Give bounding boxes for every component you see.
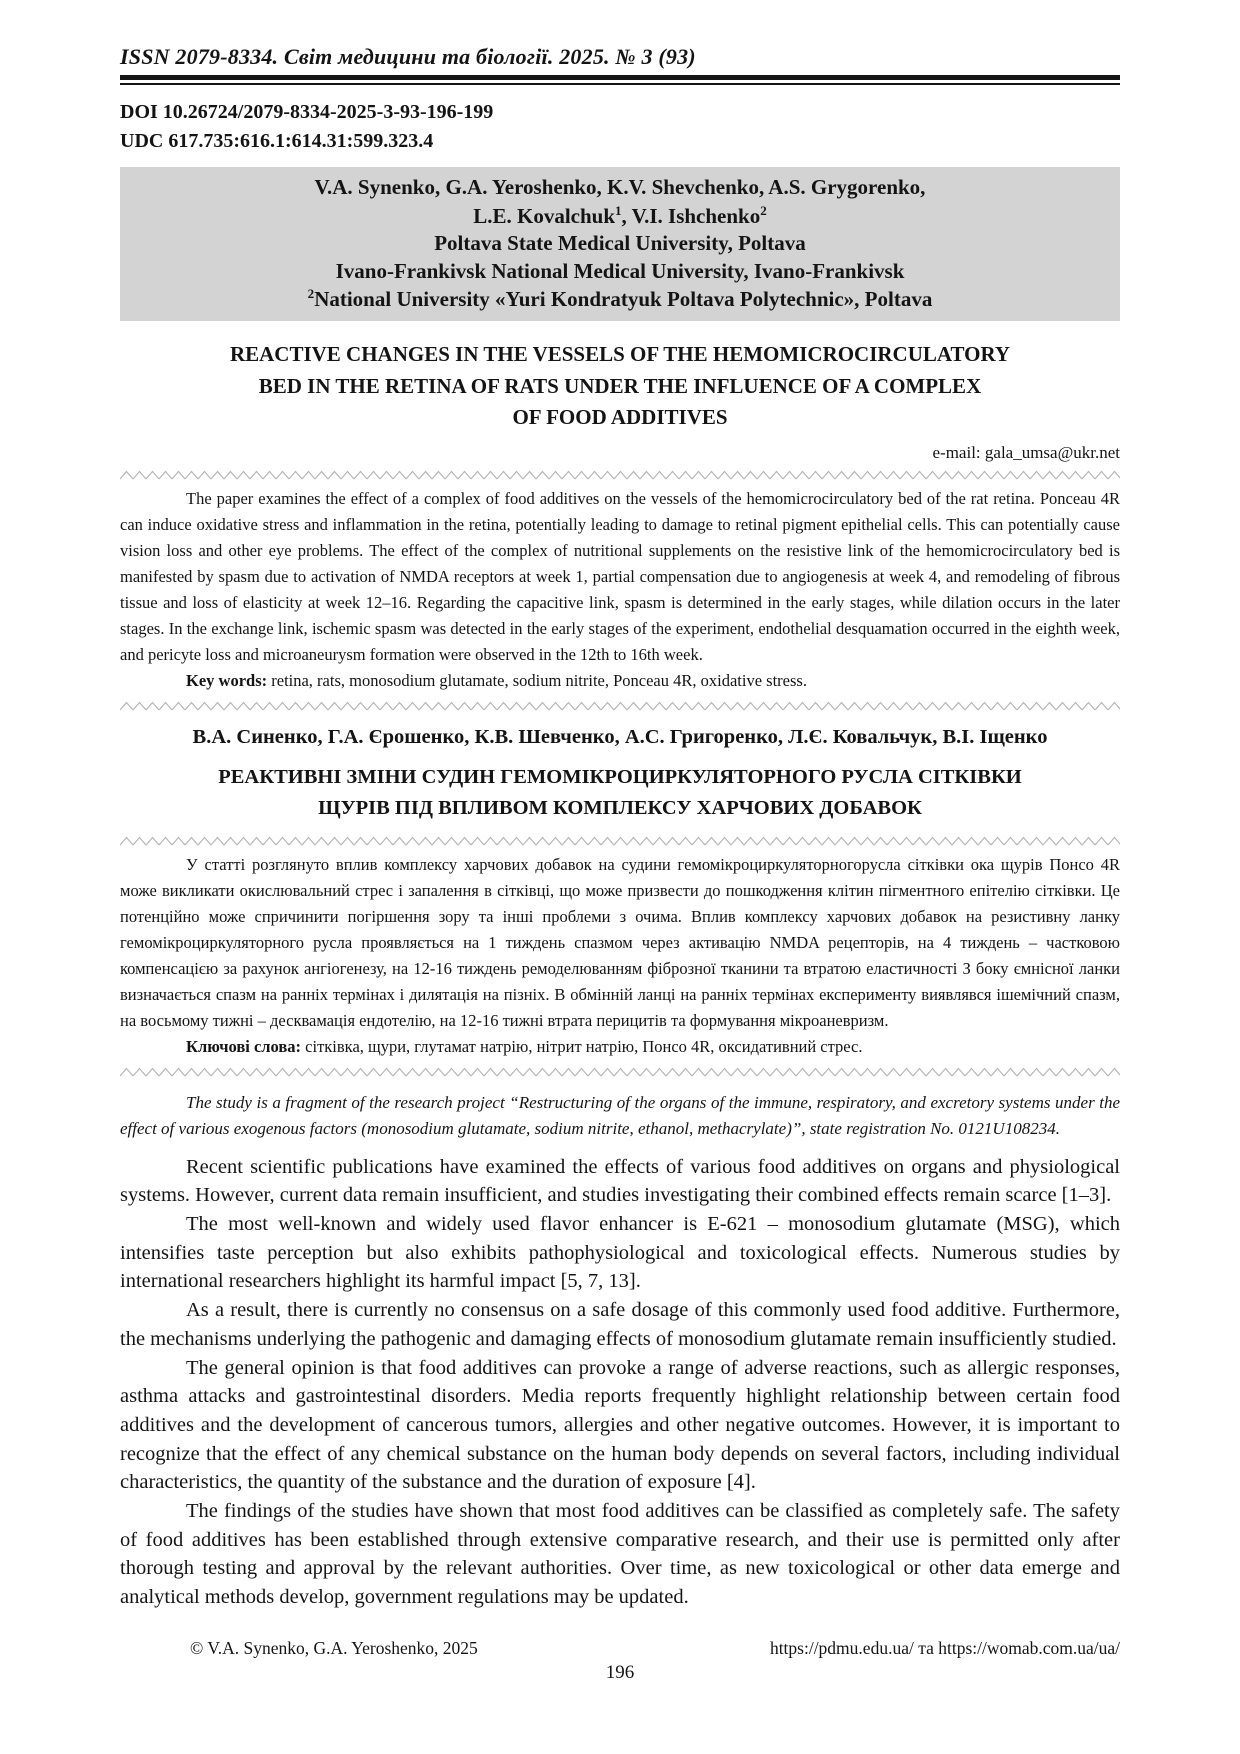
footer-link-pdmu[interactable]: https://pdmu.edu.ua/ [769, 1638, 914, 1658]
abstract-en-text: The paper examines the effect of a complex of food additives on the vessels of the hemomicrocirculatory bed of the rat retina. Ponceau 4R can induce oxidative stress and inflammation in the retina, potentially leading to damage to retinal pigment epithelial cells. This can potentially cause vision loss and other eye problems. The effect of the complex of nutritional supplements on the resistive link of the hemomicrocirculatory bed is manifested by spasm due to activation of NMDA receptors at week 1, partial compensation due to angiogenesis at week 4, and remodeling of fibrous tissue and loss of elasticity at week 12–16. Regarding the capacitive link, spasm is determined in the early stages, while dilation occurs in the later stages. In the exchange link, ischemic spasm was detected in the early stages of the experiment, endothelial desquamation occurred in the eighth week, and pericyte loss and microaneurysm formation were observed in the 12th to 16th week. [120, 488, 1120, 664]
article-title-en-line: REACTIVE CHANGES IN THE VESSELS OF THE HEMOMICROCIRCULATORY [229, 342, 1011, 367]
abstract-ua [120, 852, 1120, 1061]
footer-copyright: © V.A. Synenko, G.A. Yeroshenko, 2025 [190, 1638, 478, 1658]
affiliation-line-1: Poltava State Medical University, Poltava [434, 231, 806, 256]
article-title-ua [120, 762, 1120, 824]
body-paragraph: The general opinion is that food additives can provoke a range of adverse reactions, such as allergic responses, asthma attacks and gastrointestinal disorders. Media reports frequently highlight relationship between certain food additives and the development of cancerous tumors, allergies and other negative outcomes. However, it is important to recognize that the effect of any chemical substance on the human body depends on several factors, including individual characteristics, the quantity of the substance and the duration of exposure [4]. [120, 1356, 1120, 1494]
zigzag-divider [120, 836, 1120, 846]
author-superscript: 2 [760, 202, 767, 218]
keywords-en-label: Key words: [186, 670, 268, 690]
article-title-en-line: BED IN THE RETINA OF RATS UNDER THE INFLUENCE OF A COMPLEX [258, 373, 982, 398]
udc-line: UDC 617.735:616.1:614.31:599.323.4 [120, 130, 434, 152]
keywords-en-text: retina, rats, monosodium glutamate, sodium nitrite, Ponceau 4R, oxidative stress. [267, 670, 807, 690]
affiliation-superscript: 2 [307, 286, 315, 302]
zigzag-divider [120, 701, 1120, 711]
abstract-ua-text: У статті розглянуто вплив комплексу харчових добавок на судини гемомікроциркуляторногорусла сітківки ока щурів Понсо 4R може викликати окислювальний стрес і запалення в сітківці, що може призвести до пошкодження клітин пігментного епітелію сітківки. Це потенційно може спричинити погіршення зору та інші проблеми з очима. Вплив комплексу харчових добавок на резистивну ланку гемомікроциркуляторного русла проявляється на 1 тиждень спазмом через активацію NMDA рецепторів, на 4 тиждень – частковою компенсацією за рахунок ангіогенезу, на 12-16 тиждень ремоделюванням фіброзної тканини та втратою еластичності З боку ємнісної ланки визначається спазм на ранніх термінах і дилятація на пізніх. В обмінній ланці на ранніх термінах експерименту виявлявся ішемічний спазм, на восьмому тижні – десквамація ендотелію, на 12-16 тижні втрата перицитів та формування мікроаневризм. [120, 854, 1120, 1030]
footer-links [770, 1638, 1120, 1659]
doi-line: DOI 10.26724/2079-8334-2025-3-93-196-199 [120, 101, 494, 123]
page-number: 196 [605, 1662, 635, 1683]
footer-links-conjunction: та [913, 1638, 939, 1658]
article-title-ua-line: РЕАКТИВНІ ЗМІНИ СУДИН ГЕМОМІКРОЦИРКУЛЯТОРНОГО РУСЛА СІТКІВКИ [218, 766, 1022, 789]
article-body [120, 1153, 1120, 1612]
zigzag-divider [120, 1067, 1120, 1077]
authors-line-en-2 [126, 202, 1114, 231]
keywords-ua [120, 1034, 1120, 1060]
author-name: , V.I. Ishchenko [621, 203, 761, 228]
research-project-note [120, 1090, 1120, 1143]
authors-line-ua: В.А. Синенко, Г.А. Єрошенко, К.В. Шевченко, А.С. Григоренко, Л.Є. Ковальчук, В.І. Іщенко [192, 726, 1048, 749]
abstract-en [120, 486, 1120, 695]
body-paragraph: The most well-known and widely used flavor enhancer is E-621 – monosodium glutamate (MSG), which intensifies taste perception but also exhibits pathophysiological and toxicological effects. Numerous studies by international researchers highlight its harmful impact [5, 7, 13]. [120, 1213, 1120, 1293]
footer-link-womab[interactable]: https://womab.com.ua/ua/ [938, 1638, 1120, 1658]
keywords-ua-label: Ключові слова: [186, 1036, 302, 1056]
body-paragraph: As a result, there is currently no consensus on a safe dosage of this commonly used food additive. Furthermore, the mechanisms underlying the pathogenic and damaging effects of monosodium glutamate remain insufficiently studied. [120, 1299, 1120, 1350]
authors-affiliations-block [120, 167, 1120, 321]
article-title-en [120, 339, 1120, 434]
body-paragraph: The findings of the studies have shown that most food additives can be classified as completely safe. The safety of food additives has been established through extensive comparative research, and their use is permitted only after thorough testing and approval by the relevant authorities. Over time, as new toxicological or other data emerge and analytical methods develop, government regulations may be updated. [120, 1499, 1120, 1609]
affiliation-text: National University «Yuri Kondratyuk Poltava Polytechnic», Poltava [314, 287, 933, 312]
keywords-ua-text: сітківка, щури, глутамат натрію, нітрит натрію, Понсо 4R, оксидативний стрес. [301, 1036, 863, 1056]
email-line[interactable]: e-mail: gala_umsa@ukr.net [932, 442, 1120, 462]
article-title-ua-line: ЩУРІВ ПІД ВПЛИВОМ КОМПЛЕКСУ ХАРЧОВИХ ДОБАВОК [318, 796, 922, 819]
header-rule [120, 75, 1120, 85]
footer [120, 1638, 1120, 1659]
affiliation-line-3 [126, 285, 1114, 314]
zigzag-divider [120, 470, 1120, 480]
affiliation-line-2: Ivano-Frankivsk National Medical University, Ivano-Frankivsk [335, 258, 905, 283]
article-title-en-line: OF FOOD ADDITIVES [512, 405, 728, 430]
author-superscript: 1 [615, 202, 622, 218]
body-paragraph: Recent scientific publications have examined the effects of various food additives on organs and physiological systems. However, current data remain insufficient, and studies investigating their combined effects remain scarce [1–3]. [120, 1155, 1120, 1207]
author-name: L.E. Kovalchuk [473, 203, 616, 228]
journal-issn-line: ISSN 2079-8334. Світ медицини та біології. 2025. № 3 (93) [120, 44, 696, 69]
keywords-en [120, 668, 1120, 694]
research-project-note-text: The study is a fragment of the research project “Restructuring of the organs of the immune, respiratory, and excretory systems under the effect of various exogenous factors (monosodium glutamate, sodium nitrite, ethanol, methacrylate)”, state registration No. 0121U108234. [120, 1093, 1120, 1139]
authors-line-en-1: V.A. Synenko, G.A. Yeroshenko, K.V. Shevchenko, A.S. Grygorenko, [314, 175, 926, 199]
